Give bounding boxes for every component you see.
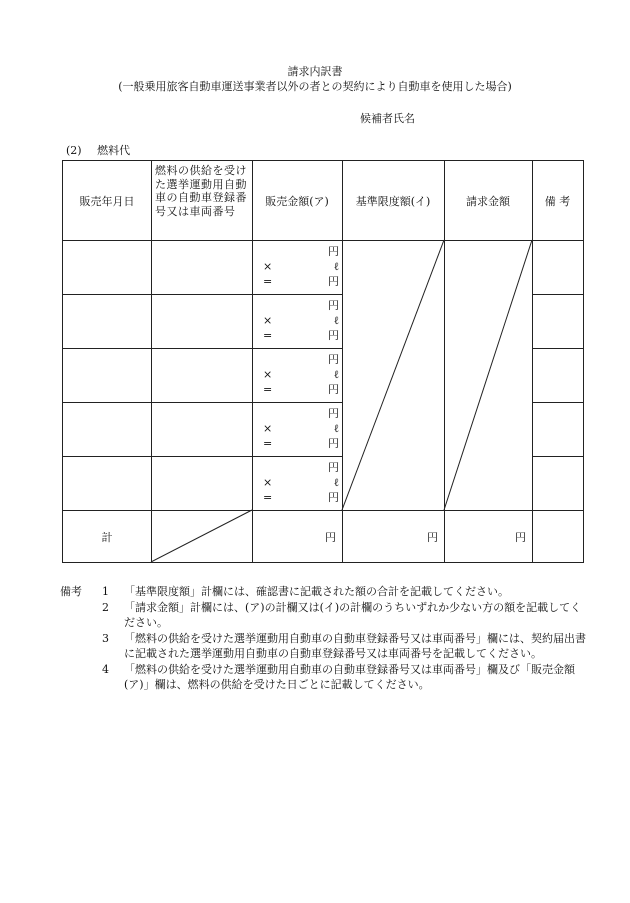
yen-unit: 円 <box>328 275 339 288</box>
liter-unit: ℓ <box>333 476 339 489</box>
header-vehicle-number: 燃料の供給を受けた選挙運動用自動車の自動車登録番号又は車両番号 <box>155 164 247 218</box>
limit-column-strike <box>342 240 444 510</box>
equals-sign: = <box>263 383 273 396</box>
yen-unit: 円 <box>328 299 339 312</box>
header-sale-amount: 販売金額(ア) <box>265 194 329 208</box>
section-label: 燃料代 <box>97 144 131 157</box>
yen-unit: 円 <box>328 329 339 342</box>
header-remarks: 備 考 <box>544 194 571 208</box>
yen-unit: 円 <box>328 437 339 450</box>
equals-sign: = <box>263 329 273 342</box>
times-sign: × <box>263 476 273 489</box>
yen-unit: 円 <box>328 353 339 366</box>
fuel-cost-table <box>62 160 584 563</box>
total-claim-yen: 円 <box>515 530 526 544</box>
claim-column-strike <box>444 240 532 510</box>
section-number: (2) <box>66 144 82 157</box>
section-heading <box>66 142 130 158</box>
note-item <box>102 600 592 631</box>
times-sign: × <box>263 368 273 381</box>
sale-amount-cell <box>257 298 339 343</box>
header-limit-amount: 基準限度額(イ) <box>355 194 431 208</box>
liter-unit: ℓ <box>333 260 339 273</box>
total-sale-yen: 円 <box>325 530 336 544</box>
yen-unit: 円 <box>328 245 339 258</box>
notes-section <box>60 584 592 693</box>
document-title: 請求内訳書 <box>287 65 343 78</box>
times-sign: × <box>263 260 273 273</box>
note-text: 「請求金額」計欄には、(ア)の計欄又は(イ)の計欄のうちいずれか少ない方の額を記載してください。 <box>124 600 582 629</box>
document-subtitle: (一般乗用旅客自動車運送事業者以外の者との契約により自動車を使用した場合) <box>118 80 512 93</box>
total-label: 計 <box>101 530 113 544</box>
times-sign: × <box>263 422 273 435</box>
liter-unit: ℓ <box>333 422 339 435</box>
times-sign: × <box>263 314 273 327</box>
vehicle-total-strike <box>151 510 252 562</box>
liter-unit: ℓ <box>333 314 339 327</box>
header-sale-date: 販売年月日 <box>79 194 135 208</box>
note-item <box>102 584 592 600</box>
note-text: 「基準限度額」計欄には、確認書に記載された額の合計を記載してください。 <box>124 585 509 598</box>
note-number: 2 <box>102 600 109 614</box>
note-number: 3 <box>102 631 109 645</box>
note-number: 4 <box>102 662 109 676</box>
candidate-name-label: 候補者氏名 <box>360 112 415 125</box>
yen-unit: 円 <box>328 407 339 420</box>
note-text: 「燃料の供給を受けた選挙運動用自動車の自動車登録番号又は車両番号」欄及び「販売金額(ア)」欄は、燃料の供給を受けた日ごとに記載してください。 <box>124 662 575 691</box>
notes-heading: 備考 <box>60 585 82 598</box>
equals-sign: = <box>263 437 273 450</box>
equals-sign: = <box>263 275 273 288</box>
note-number: 1 <box>102 585 109 598</box>
yen-unit: 円 <box>328 383 339 396</box>
header-claim-amount: 請求金額 <box>466 194 510 208</box>
sale-amount-cell <box>257 406 339 451</box>
equals-sign: = <box>263 491 273 504</box>
sale-amount-cell <box>257 244 339 289</box>
sale-amount-cell <box>257 352 339 397</box>
note-text: 「燃料の供給を受けた選挙運動用自動車の自動車登録番号又は車両番号」欄には、契約届出書に記載された選挙運動用自動車の自動車登録番号又は車両番号を記載してください。 <box>124 631 586 660</box>
note-item <box>102 631 592 662</box>
note-item <box>102 662 592 693</box>
yen-unit: 円 <box>328 491 339 504</box>
yen-unit: 円 <box>328 461 339 474</box>
total-limit-yen: 円 <box>427 530 438 544</box>
liter-unit: ℓ <box>333 368 339 381</box>
sale-amount-cell <box>257 460 339 505</box>
